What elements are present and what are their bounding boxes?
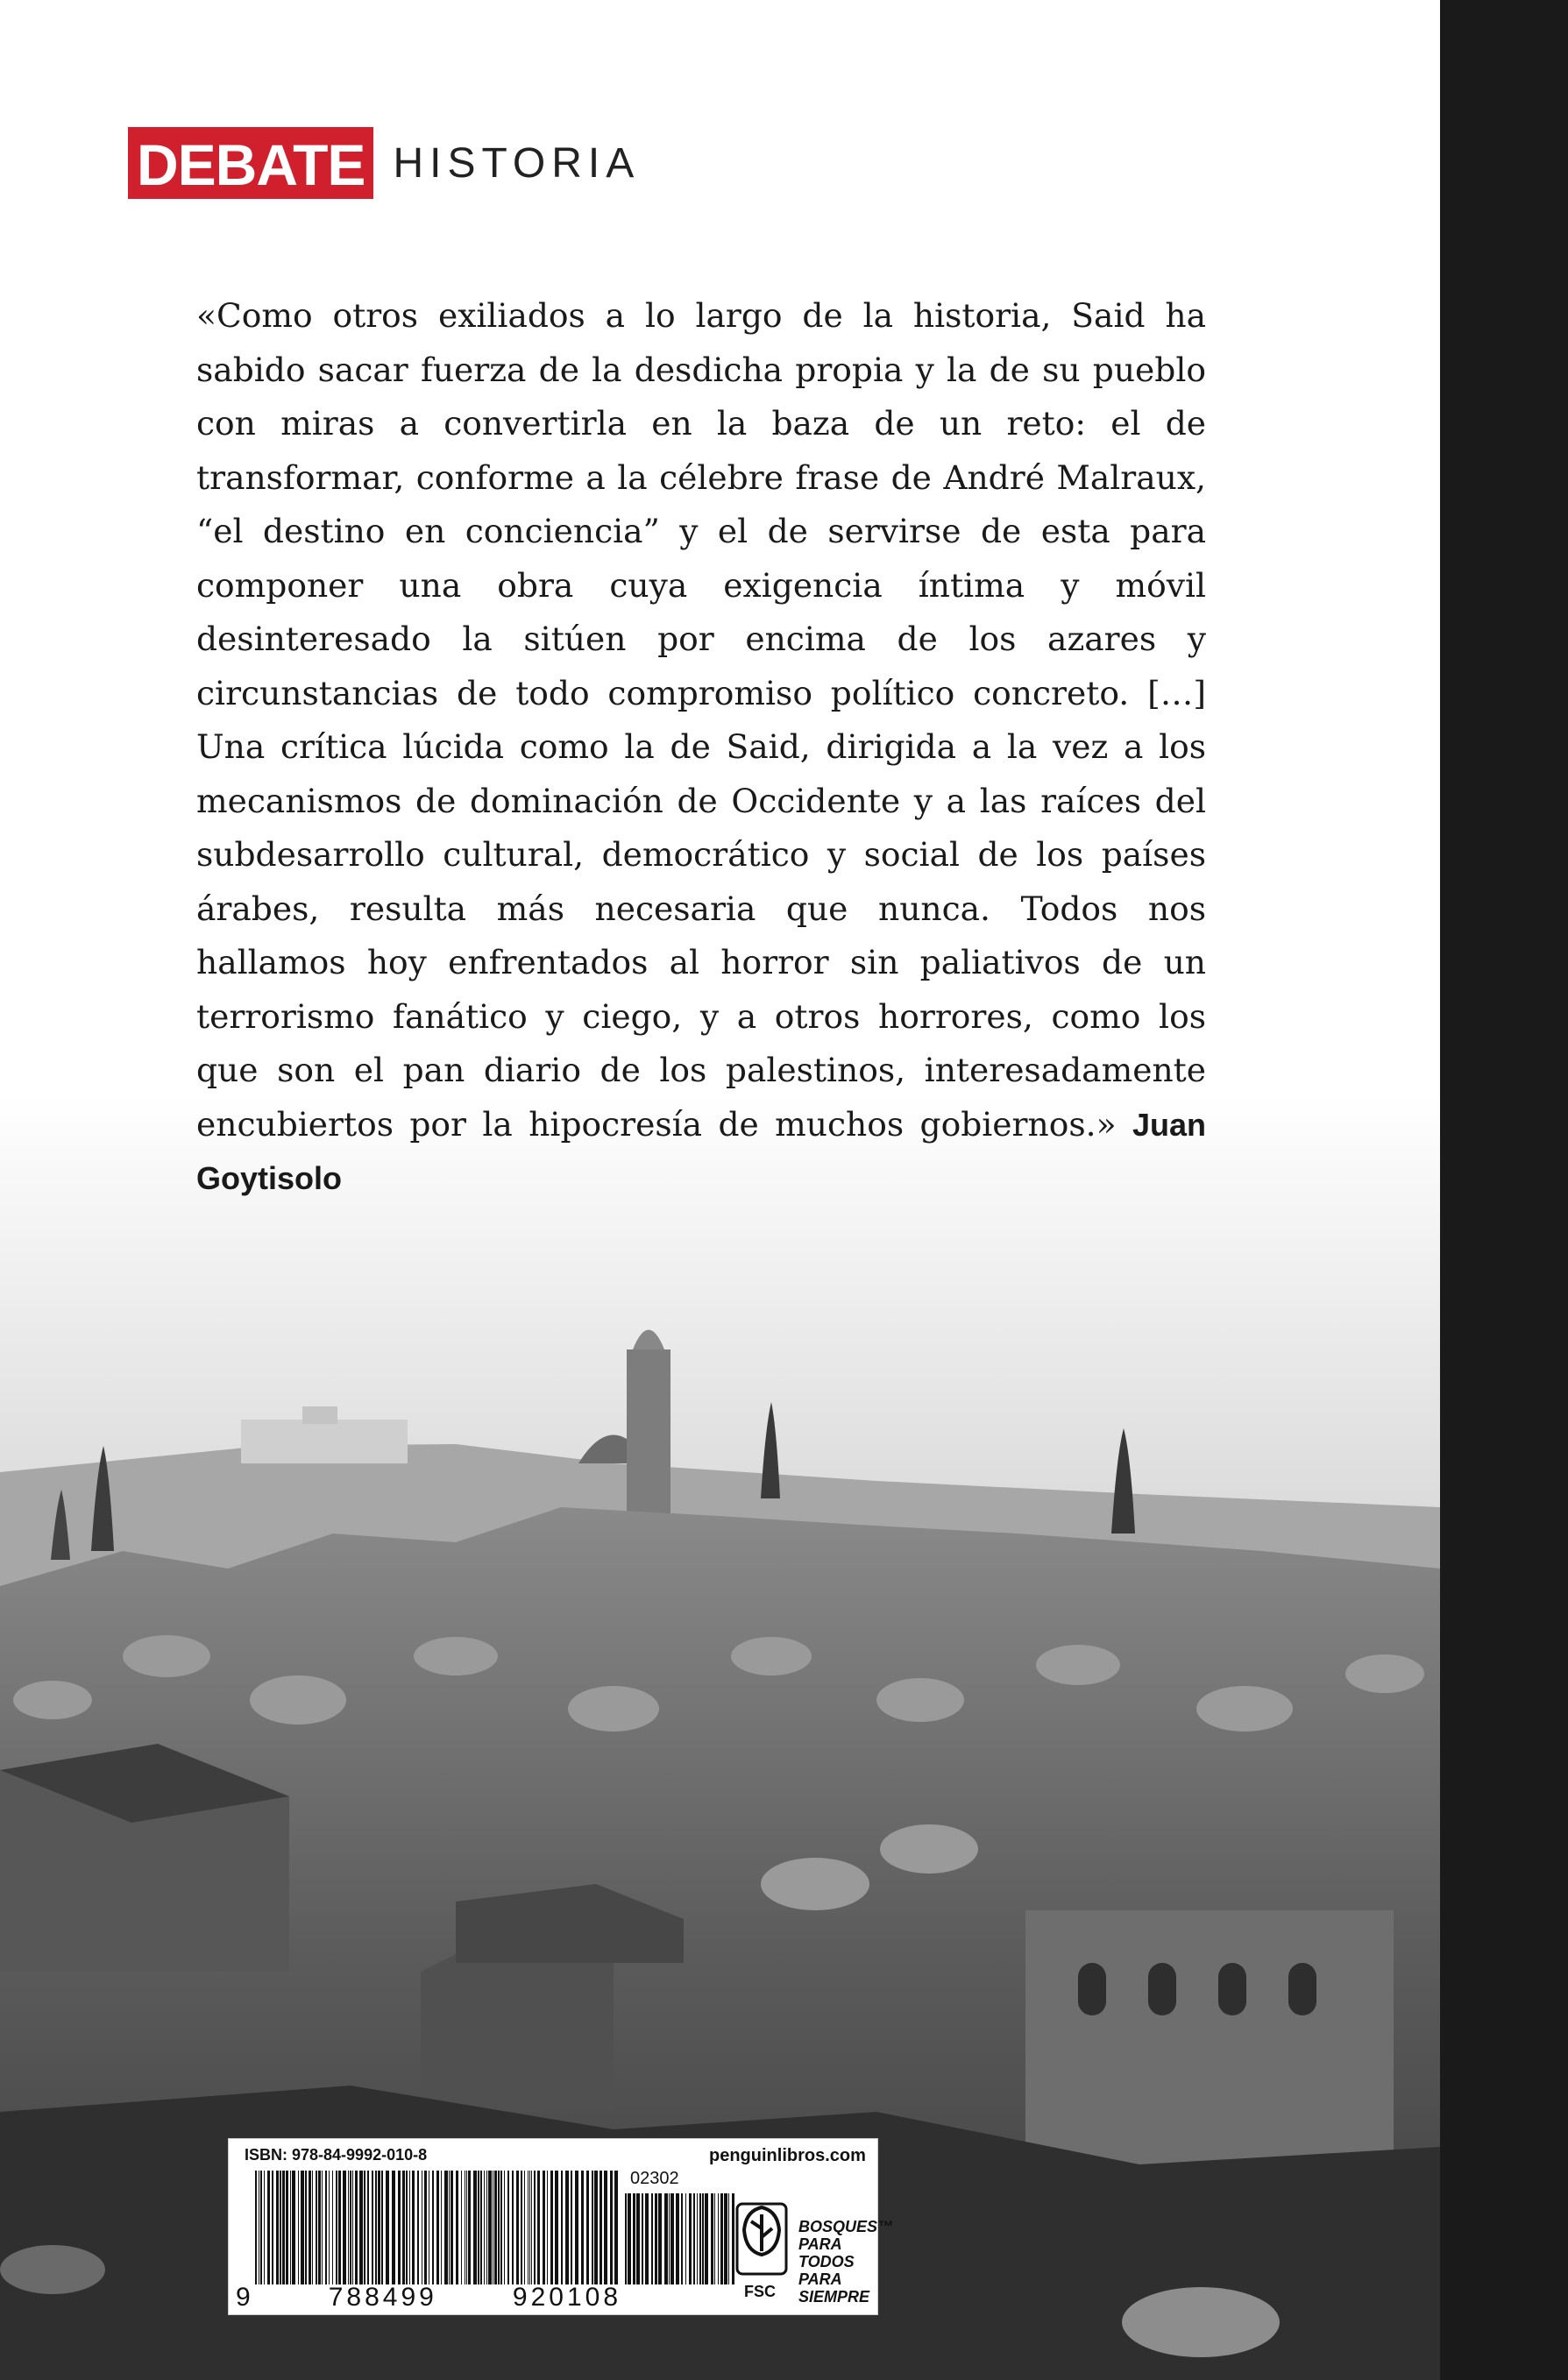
back-cover-blurb [196,289,1206,1206]
barcode-bar [581,2171,584,2284]
barcode-bar [625,2193,627,2284]
barcode-bar [543,2171,545,2284]
barcode-bar [571,2171,572,2284]
barcode-bar [329,2171,330,2284]
barcode-bar [364,2171,365,2284]
barcode-bar [473,2171,477,2284]
barcode-bar [260,2171,262,2284]
spine-strip [1440,0,1568,2380]
barcode-bar [592,2171,593,2284]
barcode-bar [406,2171,408,2284]
barcode-bar [264,2171,265,2284]
barcode-bar [436,2171,439,2284]
barcode-bar [484,2171,485,2284]
barcode-bar [372,2171,373,2284]
fsc-slogan-line3: PARA SIEMPRE [798,2270,870,2306]
barcode-bar [528,2171,529,2284]
barcode-bar [478,2171,479,2284]
barcode-bar [301,2171,304,2284]
quote-author: Juan Goytisolo [196,1106,1206,1196]
barcode-bar [486,2171,487,2284]
barcode-bar [412,2171,415,2284]
barcode-bar [521,2171,522,2284]
barcode-bar [550,2171,553,2284]
barcode-bar [449,2171,450,2284]
barcode-panel [228,2138,894,2315]
barcode-bar [282,2171,285,2284]
barcode-bar [386,2171,389,2284]
barcode-bar [305,2171,307,2284]
barcode-bar [255,2171,257,2284]
barcode-bar [367,2171,369,2284]
barcode-bar [350,2171,351,2284]
barcode-bar [355,2171,358,2284]
barcode-bar [565,2171,569,2284]
price-code: 02302 [630,2169,679,2188]
barcode-bar [614,2171,618,2284]
barcode-bar [466,2171,467,2284]
barcode-bar [547,2171,548,2284]
barcode-bar [441,2171,442,2284]
barcode-bar [378,2171,380,2284]
barcode-bar [359,2171,363,2284]
barcode-bar [322,2171,323,2284]
barcode-bar [312,2171,313,2284]
barcode-bar [375,2171,377,2284]
barcode-bar [272,2171,273,2284]
barcode-bar [456,2171,458,2284]
barcode-bar [500,2171,502,2284]
barcode-bar [336,2171,337,2284]
publisher-logo [128,127,640,199]
barcode-bar [512,2171,514,2284]
barcode-bar [298,2171,299,2284]
barcode-bar [402,2171,405,2284]
collection-name: HISTORIA [393,139,641,187]
barcode-bar [604,2171,607,2284]
barcode-bar [529,2171,530,2284]
barcode-bar [409,2171,410,2284]
barcode-digits-group2: 920108 [512,2283,621,2312]
barcode-digit-lead: 9 [236,2283,253,2312]
fsc-label: FSC [744,2283,776,2300]
website-link[interactable]: penguinlibros.com [709,2146,866,2165]
barcode-bar [600,2171,602,2284]
barcode-bar [318,2171,321,2284]
barcode-bar [276,2171,279,2284]
barcode-bar [432,2171,434,2284]
barcode-bar [561,2171,563,2284]
barcode-bar [575,2171,578,2284]
barcode-bar [555,2171,558,2284]
barcode-bar [292,2171,295,2284]
barcode-bar [417,2171,419,2284]
ean-barcode [255,2171,621,2284]
barcode-bar [633,2193,635,2284]
barcode-bar [504,2171,505,2284]
barcode-bar [280,2171,281,2284]
barcode-bar [524,2171,525,2284]
fsc-slogan-line1: BOSQUES™ [798,2218,894,2235]
barcode-bar [343,2171,346,2284]
fsc-certification [639,2202,894,2306]
barcode-bar [498,2171,500,2284]
publisher-name: DEBATE [128,127,373,199]
isbn-label: ISBN: 978-84-9992-010-8 [245,2146,428,2164]
barcode-bar [628,2193,631,2284]
fsc-slogan-line2: PARA TODOS [798,2235,855,2270]
barcode-bar [316,2171,317,2284]
barcode-bar [507,2171,509,2284]
barcode-bar [461,2171,462,2284]
barcode-bar [451,2171,453,2284]
barcode-bar [286,2171,288,2284]
barcode-digits-group1: 788499 [328,2283,437,2312]
barcode-bar [494,2171,497,2284]
barcode-bar [381,2171,383,2284]
barcode-bar [424,2171,427,2284]
barcode-bar [325,2171,327,2284]
barcode-bar [267,2171,270,2284]
barcode-bar [531,2171,532,2284]
barcode-bar [537,2171,540,2284]
barcode-bar [594,2171,598,2284]
barcode-bar [516,2171,519,2284]
barcode-bar [480,2171,482,2284]
quote-text: «Como otros exiliados a lo largo de la historia, Said ha sabido sacar fuerza de la desdicha propia y la de su pueblo con miras a convertirla en la baza de un reto: el de transformar, conforme a la célebre frase de André Malraux, “el destino en conciencia” y el de servirse de esta para componer una obra cuya exigencia íntima y móvil desinteresado la sitúen por encima de los azares y circunstancias de todo compromiso político concreto. […] Una crítica lúcida como la de Said, dirigida a la vez a los mecanismos de dominación de Occidente y a las raíces del subdesarrollo cultural, democrático y social de los países árabes, resulta más necesaria que nunca. Todos nos hallamos hoy enfrentados al horror sin paliativos de un terrorismo fanático y ciego, y a otros horrores, como los que son el pan diario de los palestinos, interesadamente encubiertos por la hipocresía de muchos gobiernos.» [196,296,1206,1144]
barcode-digits [236,2283,621,2313]
barcode-bar [534,2171,536,2284]
barcode-bar [444,2171,448,2284]
barcode-bar [398,2171,401,2284]
barcode-bar [348,2171,349,2284]
barcode-bar [332,2171,333,2284]
barcode-bar [309,2171,311,2284]
barcode-bar [338,2171,341,2284]
barcode-bar [392,2171,395,2284]
barcode-bar [468,2171,471,2284]
fsc-slogan [798,2218,893,2306]
barcode-bar [290,2171,291,2284]
barcode-bar [488,2171,492,2284]
barcode-bar [586,2171,589,2284]
barcode-bar [610,2171,613,2284]
barcode-bar [352,2171,353,2284]
